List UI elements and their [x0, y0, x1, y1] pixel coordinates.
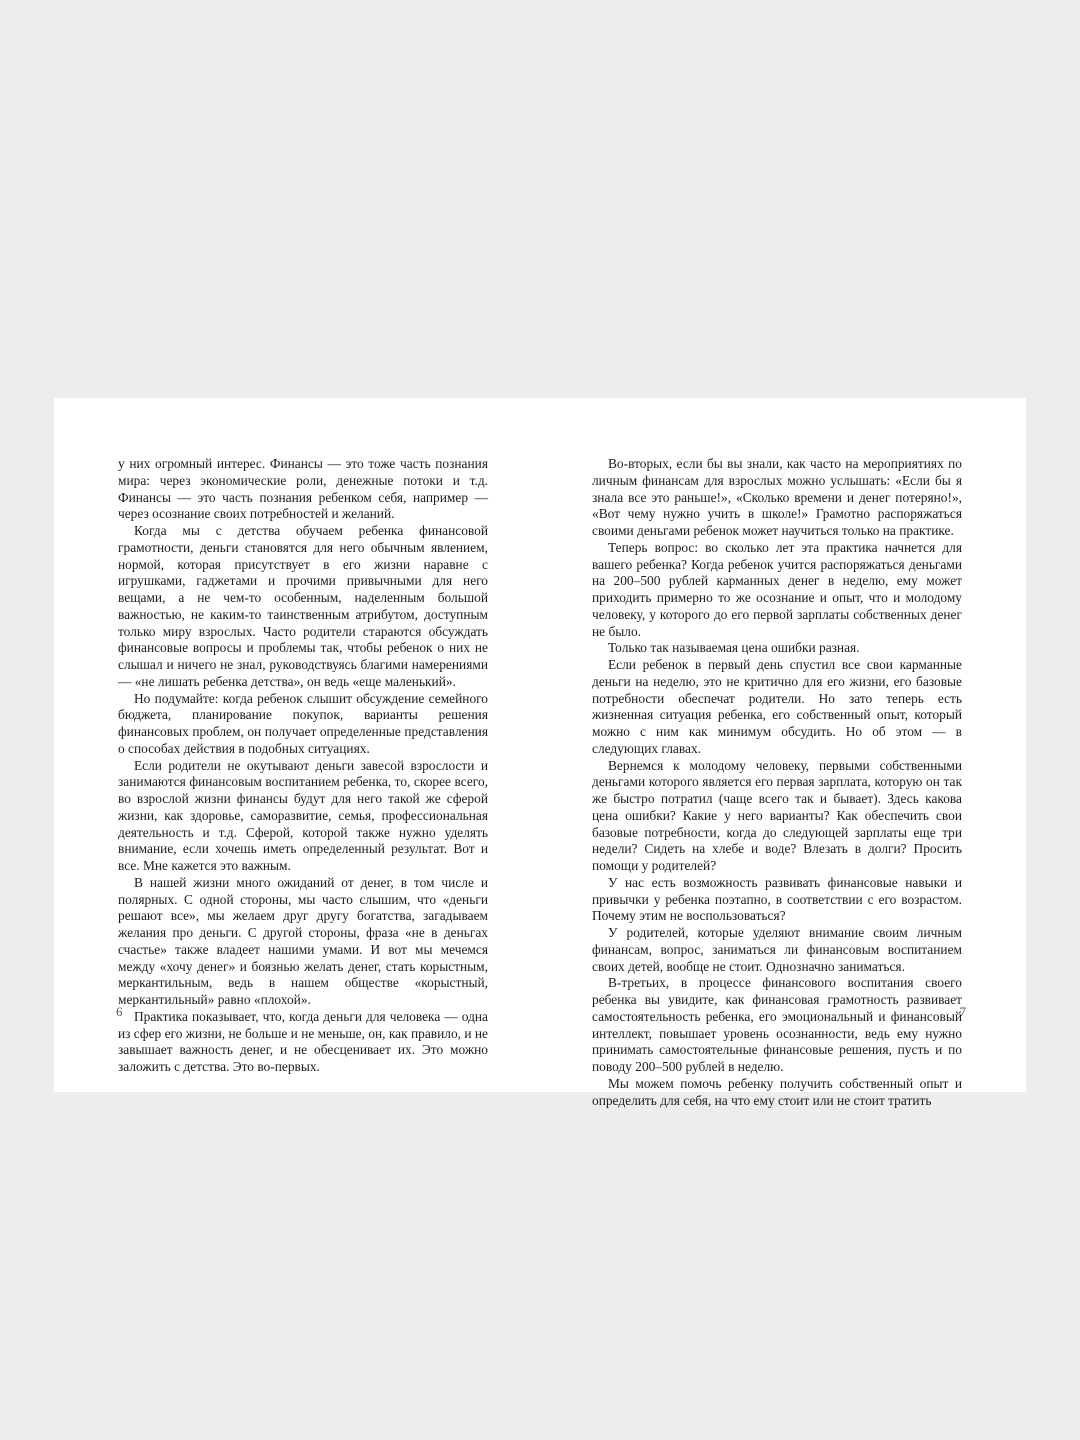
paragraph: Только так называемая цена ошибки разная. — [608, 640, 860, 656]
book-spread — [54, 398, 1026, 1108]
paragraph: Практика показывает, что, когда деньги для человека — одна из сфер его жизни, не больше и не меньше, он, как правило, и не завышает важность денег, и не обесценивает их. Это можно заложить с детства. Это во-первых. — [118, 1008, 488, 1074]
paragraph: У родителей, которые уделяют внимание своим личным финансам, вопрос, заниматься ли финансовым воспитанием своих детей, вообще не стоит. Однозначно заниматься. — [592, 925, 962, 974]
page-number-right: 7 — [959, 1004, 966, 1019]
page-number-left: 6 — [116, 1004, 123, 1019]
left-page — [118, 456, 488, 1076]
paragraph: Если родители не окутывают деньги завесой взрослости и занимаются финансовым воспитанием ребенка, то, скорее всего, во взрослой жизни финансы будут для него такой же сферой жизни, как здоровье, саморазвитие, семья, профессиональная деятельность и т.д. Сферой, которой также нужно уделять внимание, если хочешь иметь определенный результат. Вот и все. Мне кажется это важным. — [118, 757, 488, 873]
paragraph: Когда мы с детства обучаем ребенка финансовой грамотности, деньги становятся для него обычным явлением, нормой, которая присутствует в его жизни наравне с игрушками, гаджетами и прочими привычными для него вещами, а не чем-то особенным, наделенным большой важностью, не каким-то таинственным атрибутом, доступным только миру взрослых. Часто родители стараются обсуждать финансовые вопросы и проблемы так, чтобы ребенок о них не слышал и ничего не знал, руководствуясь благими намерениями — «не лишать ребенка детства», он ведь «еще маленький». — [118, 523, 488, 689]
paragraph: Вернемся к молодому человеку, первыми собственными деньгами которого является его первая зарплата, которую он так же быстро потратил (чаще всего так и бывает). Здесь какова цена ошибки? Какие у него варианты? Как обеспечить свои базовые потребности, когда до следующей зарплаты еще три недели? Сидеть на хлебе и воде? Влезать в долги? Просить помощи у родителей? — [592, 757, 962, 873]
paragraph: Если ребенок в первый день спустил все свои карманные деньги на неделю, это не критично для его жизни, его базовые потребности обеспечат родители. Но зато теперь есть жизненная ситуация ребенка, его собственный опыт, который можно с ним как минимум обсудить. Но об этом — в следующих главах. — [592, 657, 962, 756]
paragraph: В-третьих, в процессе финансового воспитания своего ребенка вы увидите, как финансовая грамотность развивает самостоятельность ребенка, его эмоциональный и финансовый интеллект, повышает уровень осознанности, ведь ему нужно принимать самостоятельные финансовые решения, пусть и по поводу 200–500 рублей в неделю. — [592, 975, 962, 1074]
right-page — [592, 456, 962, 1109]
paragraph: Теперь вопрос: во сколько лет эта практика начнется для вашего ребенка? Когда ребенок учится распоряжаться деньгами на 200–500 рублей карманных денег в неделю, ему может приходить примерно то же осознание и опыт, что и молодому человеку, у которого до его первой зарплаты собственных денег не было. — [592, 539, 962, 639]
paragraph: у них огромный интерес. Финансы — это тоже часть познания мира: через экономические роли, денежные потоки и т.д. Финансы — это часть познания ребенком себя, например — через осознание своих потребностей и желаний. — [118, 456, 488, 522]
paragraph: Во-вторых, если бы вы знали, как часто на мероприятиях по личным финансам для взрослых можно услышать: «Если бы я знала все это раньше!», «Сколько времени и денег потеряно!», «Вот чему нужно учить в школе!» Грамотно распоряжаться своими деньгами ребенок может научиться только на практике. — [592, 456, 962, 538]
paragraph: Но подумайте: когда ребенок слышит обсуждение семейного бюджета, планирование покупок, варианты решения финансовых проблем, он получает определенные представления о способах действия в подобных ситуациях. — [118, 690, 488, 756]
paragraph: В нашей жизни много ожиданий от денег, в том числе и полярных. С одной стороны, мы часто слышим, что «деньги решают все», мы желаем друг другу богатства, загадываем желания про деньги. С другой стороны, фраза «не в деньгах счастье» также владеет нашими умами. И вот мы мечемся между «хочу денег» и боязнью желать денег, стать корыстным, меркантильным, ведь в нашем обществе «корыстный, меркантильный» равно «плохой». — [118, 874, 488, 1007]
paragraph: Мы можем помочь ребенку получить собственный опыт и определить для себя, на что ему стоит или не стоит тратить — [592, 1075, 962, 1108]
paragraph: У нас есть возможность развивать финансовые навыки и привычки у ребенка поэтапно, в соответствии с его возрастом. Почему этим не воспользоваться? — [592, 874, 962, 924]
